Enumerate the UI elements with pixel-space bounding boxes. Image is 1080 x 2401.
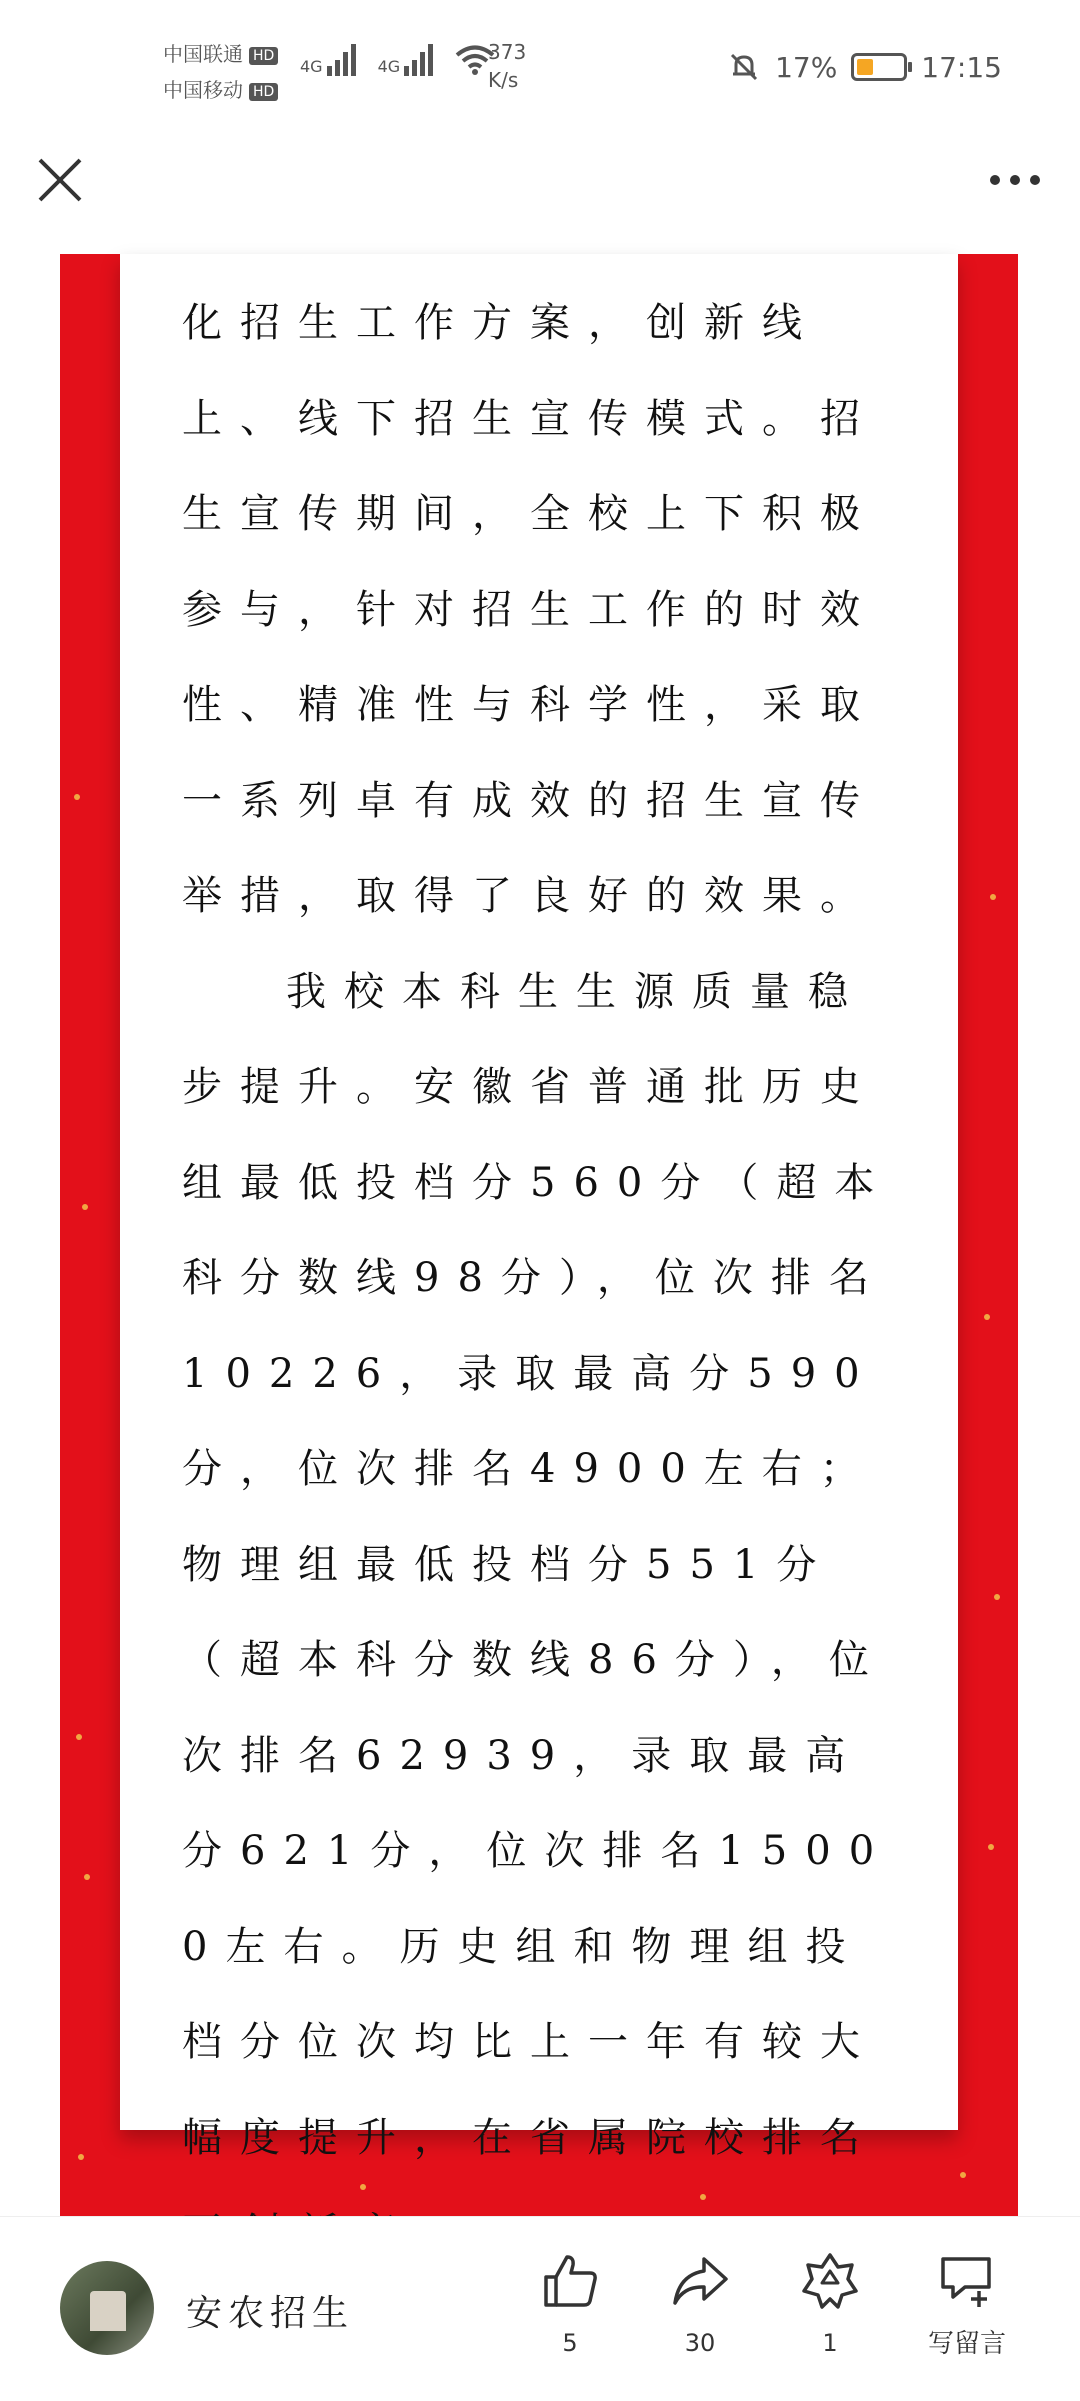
carrier-info xyxy=(163,36,278,108)
carrier-2: 中国移动 xyxy=(163,78,243,102)
mute-bell-icon xyxy=(727,50,761,84)
recommend-count: 1 xyxy=(822,2329,838,2357)
more-icon-dot xyxy=(1030,175,1040,185)
bottom-action-bar xyxy=(0,2216,1080,2401)
battery-percent: 17% xyxy=(775,50,838,84)
close-icon xyxy=(30,150,90,210)
clock: 17:15 xyxy=(921,50,1002,84)
comment-add-icon xyxy=(937,2251,997,2311)
close-button[interactable] xyxy=(30,150,90,210)
share-button[interactable] xyxy=(655,2251,745,2357)
share-arrow-icon xyxy=(670,2251,730,2311)
network-speed: 373 K/s xyxy=(488,40,527,92)
account-name[interactable]: 安农招生 xyxy=(186,2293,355,2334)
article-paper xyxy=(120,254,958,2161)
article-paragraph-2: 我校本科生生源质量稳步提升。安徽省普通批历史组最低投档分560分（超本科分数线98分），位次排名10226，录取最高分590分，位次排名4900左右；物理组最低投档分551分（超本科分数线86分），位次排名62939，录取最高分621分，位次排名15000左右。历史组和物理组投档分位次均比上一年有较大幅度提升，在省属院校排名 xyxy=(182,968,893,2161)
write-comment-label: 写留言 xyxy=(927,2329,1006,2359)
hd-badge-1: HD xyxy=(249,47,278,65)
thumbs-up-icon xyxy=(540,2251,600,2311)
network-type-1: 4G xyxy=(300,57,323,76)
article-paragraph-1: 化招生工作方案，创新线上、线下招生宣传模式。招生宣传期间，全校上下积极参与，针对招生工作的时效性、精准性与科学性，采取一系列卓有成效的招生宣传举措，取得了良好的效果。 xyxy=(182,300,878,919)
share-count: 30 xyxy=(684,2329,716,2357)
carrier-1: 中国联通 xyxy=(163,42,243,66)
like-button[interactable] xyxy=(525,2251,615,2357)
article-text xyxy=(182,276,902,2282)
signal-icon-2 xyxy=(404,40,433,76)
signal-indicators xyxy=(300,40,495,76)
like-count: 5 xyxy=(562,2329,578,2357)
recommend-flower-icon xyxy=(800,2251,860,2311)
hd-badge-2: HD xyxy=(249,83,278,101)
more-icon-dot xyxy=(1010,175,1020,185)
battery-level xyxy=(857,59,873,75)
status-bar xyxy=(0,0,1080,140)
signal-icon-1 xyxy=(327,40,356,76)
battery-icon xyxy=(851,53,907,81)
more-icon-dot xyxy=(990,175,1000,185)
status-right xyxy=(727,50,1002,84)
network-type-2: 4G xyxy=(377,57,401,76)
recommend-button[interactable] xyxy=(785,2251,875,2357)
more-button[interactable] xyxy=(980,160,1050,200)
write-comment-button[interactable] xyxy=(912,2251,1022,2360)
account-avatar[interactable] xyxy=(60,2261,154,2355)
